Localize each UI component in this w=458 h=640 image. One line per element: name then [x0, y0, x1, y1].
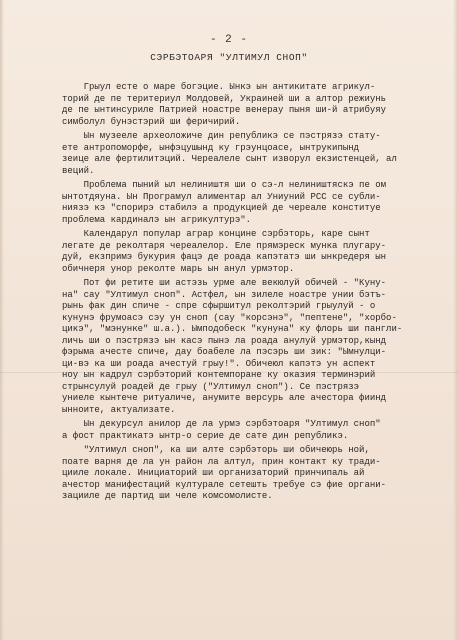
text-line: зацииле де партид ши челе комсомолисте.: [62, 491, 273, 501]
paragraph: [62, 229, 430, 275]
text-line: поате варня де ла ун район ла алтул, прин контакт ку тради-: [62, 456, 381, 467]
paragraph: [62, 82, 430, 128]
text-line: рынь фак дин спиче - спре сфыршитул реколтэрий грыулуй - о: [62, 301, 376, 311]
document-title: СЭРБЭТОАРЯ "УЛТИМУЛ СНОП": [150, 52, 308, 63]
text-line: ци-вэ ка ши роада ачестуй грыу!". Обичеюл капэтэ ун аспект: [62, 358, 376, 369]
text-line: стрынсулуй роадей де грыу ("Ултимул сноп"). Се пэстрязэ: [62, 381, 360, 392]
document-body: [62, 82, 430, 506]
text-line: де пе ынтинсуриле Патрией ноастре венерау пыня ши-й атрибуяу: [62, 105, 387, 115]
text-line: дуй, екзпримэ букурия фацэ де роада капэтатэ ши ынкредеря ын: [62, 252, 387, 262]
text-line: униеле кынтече ритуаличе, анумите версурь але ачестора фиинд: [62, 393, 387, 403]
text-line: ете антропоморфе, ынфэцушынд ку грэунцоасе, ынтрукипынд: [62, 142, 360, 153]
text-line: фэрыма ачесте спиче, дау боабеле ла пэсэрь ши зик: "Ымнулци-: [62, 347, 387, 357]
paragraph: [62, 445, 430, 503]
text-line: Проблема пыний ыл нелиништя ши о сэ-л нелиништяскэ пе ом: [62, 180, 387, 190]
text-line: зеице але фертилитэций. Череалеле сынт изворул екзистенцей, ал: [62, 154, 397, 164]
text-line: торий де пе теритериул Молдовей, Украиней ши а алтор режиунь: [62, 93, 387, 104]
text-line: ниязэ кэ "спорирэ стабилэ а продукцией де череале конституе: [62, 203, 381, 213]
text-line: ноу ын кадрул сэрбэторий контемпоране ку оказия терминэрий: [62, 370, 376, 380]
text-line: легате де реколтаря череалелор. Еле прямэреск мунка плугару-: [62, 240, 387, 251]
text-line: кунунэ фрумоасэ сэу ун сноп (сау "корсэнэ", "пептене", "хорбо-: [62, 312, 397, 323]
text-line: ачестор манифестаций културале сетешть требуе сэ фие органи-: [62, 479, 387, 490]
text-line: Календарул популар аграр концине сэрбэторь, каре сынт: [62, 229, 370, 239]
page-edge-right: [453, 0, 458, 640]
text-line: на" сау "Ултимул сноп". Астфел, ын зилеле ноастре унии бэтъ-: [62, 289, 387, 300]
paragraph: [62, 180, 430, 226]
text-line: Ын декурсул анилор де ла урмэ сэрбэтоаря "Ултимул сноп": [62, 419, 381, 429]
page-edge-left: [0, 0, 4, 640]
text-line: "Ултимул сноп", ка ши алте сэрбэторь ши обичеюрь ной,: [62, 445, 370, 455]
text-line: симболул бунэстэрий ши феричирий.: [62, 116, 241, 127]
text-line: цииле локале. Инициаторий ши организаторий принчипаль ай: [62, 468, 365, 478]
text-line: Ын музееле археоложиче дин републикэ се пэстрязэ стату-: [62, 131, 381, 141]
paragraph: [62, 131, 430, 177]
page-number: - 2 -: [209, 34, 248, 46]
text-line: Грыул есте о маре богэцие. Ынкэ ын антикитате агрикул-: [62, 82, 376, 92]
text-line: ынноите, актуализате.: [62, 404, 176, 415]
text-line: Пот фи ретите ши астэзь урме але векюлуй обичей - "Куну-: [62, 278, 387, 288]
text-line: обичнеря унор реколте марь ын анул урмэтор.: [62, 263, 295, 274]
text-line: веций.: [62, 165, 95, 176]
paragraph: [62, 419, 430, 442]
text-line: цикэ", "мэнунке" ш.а.). Ымподобеск "кунуна" ку флорь ши пангли-: [62, 324, 403, 334]
text-line: проблема кардиналэ ын агрикултурэ".: [62, 214, 252, 225]
text-line: а фост практикатэ ынтр-о серие де сате дин републикэ.: [62, 430, 349, 441]
paragraph: [62, 278, 430, 416]
text-line: личь ши о пэстрязэ ын касэ пынэ ла роада анулуй урмэтор,кынд: [62, 335, 387, 346]
text-line: ынтотдяуна. Ын Програмул алиментар ал Униуний РСС се субли-: [62, 191, 381, 202]
